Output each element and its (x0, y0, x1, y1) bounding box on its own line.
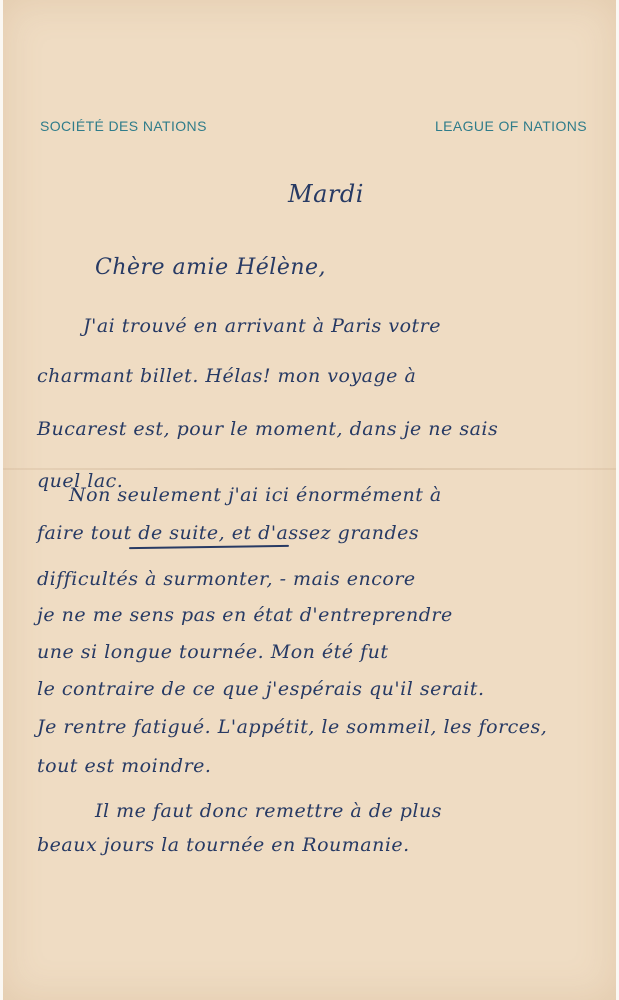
handwritten-underline (129, 545, 289, 549)
letterhead-french: SOCIÉTÉ DES NATIONS (40, 118, 207, 134)
letter-line: Non seulement j'ai ici énormément à (69, 484, 442, 506)
letter-line: Bucarest est, pour le moment, dans je ne sais (37, 418, 499, 440)
letter-line: Je rentre fatigué. L'appétit, le sommeil, les forces, (37, 716, 548, 738)
letter-line: quel lac. (37, 470, 124, 492)
letter-line: le contraire de ce que j'espérais qu'il serait. (37, 678, 485, 700)
letter-line: Il me faut donc remettre à de plus (95, 800, 442, 822)
letter-line: une si longue tournée. Mon été fut (37, 641, 389, 663)
letter-line: faire tout de suite, et d'assez grandes (37, 522, 420, 544)
letter-sheet (3, 0, 616, 1000)
letter-date: Mardi (288, 180, 364, 208)
letter-line: difficultés à surmonter, - mais encore (37, 568, 416, 590)
letter-salutation: Chère amie Hélène, (95, 255, 327, 280)
letter-line: tout est moindre. (37, 755, 212, 777)
letterhead-english: LEAGUE OF NATIONS (434, 118, 587, 134)
letter-line: charmant billet. Hélas! mon voyage à (37, 365, 417, 387)
letter-line: beaux jours la tournée en Roumanie. (37, 834, 410, 856)
letter-line: je ne me sens pas en état d'entreprendre (37, 604, 453, 626)
letter-line: J'ai trouvé en arrivant à Paris votre (83, 315, 441, 337)
